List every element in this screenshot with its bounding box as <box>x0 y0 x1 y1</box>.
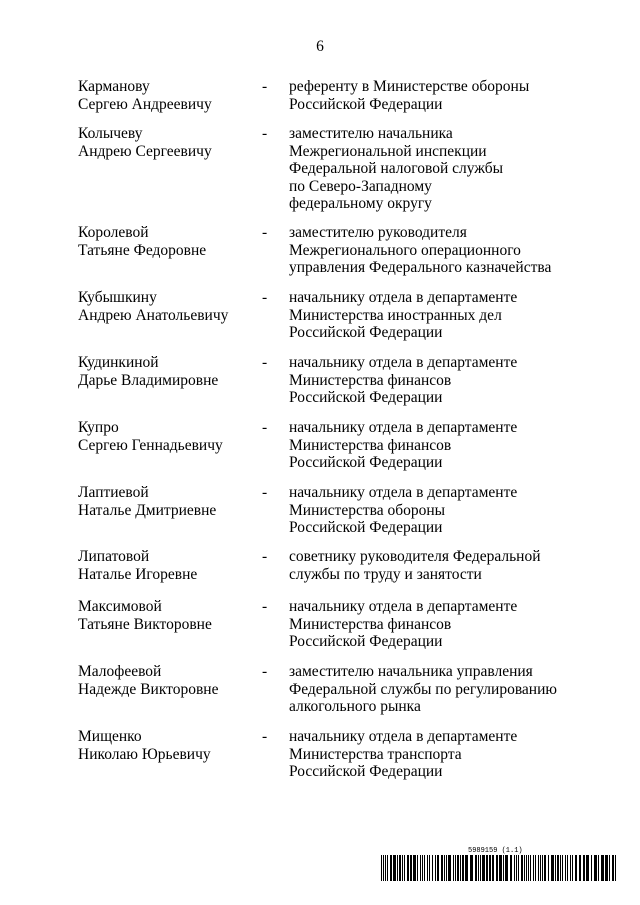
position-title <box>289 728 579 781</box>
barcode-bar <box>432 855 433 881</box>
position-line: Российской Федерации <box>289 454 443 471</box>
barcode-bar <box>496 855 498 881</box>
page-number: 6 <box>316 38 324 55</box>
barcode-bar <box>505 855 508 881</box>
given-names: Татьяне Викторовне <box>78 615 212 633</box>
barcode-bar <box>470 855 473 881</box>
position-line: Российской Федерации <box>289 519 443 536</box>
surname: Карманову <box>78 78 150 95</box>
barcode-bar <box>555 855 556 881</box>
given-names: Сергею Андреевичу <box>78 95 212 113</box>
position-line: референту в Министерстве обороны <box>289 78 530 95</box>
position-title <box>289 663 579 716</box>
person-name <box>78 728 258 763</box>
surname: Мищенко <box>78 728 142 745</box>
barcode-bar <box>427 855 428 881</box>
barcode-bar <box>540 855 541 881</box>
barcode-bar <box>390 855 392 881</box>
barcode-bar <box>562 855 563 881</box>
separator-dash: - <box>262 598 268 615</box>
barcode-bar <box>567 855 568 881</box>
barcode-bar <box>586 855 589 881</box>
position-title <box>289 78 579 113</box>
barcode-bar <box>605 855 608 881</box>
barcode-bar <box>482 855 485 881</box>
barcode-bar <box>453 855 454 881</box>
barcode-bar <box>615 855 616 881</box>
given-names: Николаю Юрьевичу <box>78 745 211 763</box>
position-line: Министерства финансов <box>289 371 452 389</box>
barcode-bar <box>417 855 418 881</box>
position-line: Российской Федерации <box>289 633 443 650</box>
position-line: по Северо-Западному <box>289 177 432 195</box>
separator-dash: - <box>262 548 268 565</box>
barcode-bar <box>424 855 425 881</box>
barcode-bar <box>429 855 430 881</box>
given-names: Сергею Геннадьевичу <box>78 436 223 454</box>
given-names: Татьяне Федоровне <box>78 241 207 259</box>
position-line: Федеральной службы по регулированию <box>289 680 557 698</box>
barcode-bar <box>448 855 451 881</box>
barcode-bar <box>544 855 546 881</box>
separator-dash: - <box>262 728 268 745</box>
barcode-bar <box>579 855 581 881</box>
barcode-bar <box>518 855 519 881</box>
barcode-bar <box>524 855 525 881</box>
person-name <box>78 224 258 259</box>
position-line: Министерства финансов <box>289 436 452 454</box>
barcode-bar <box>441 855 443 881</box>
separator-dash: - <box>262 125 268 142</box>
given-names: Андрею Сергеевичу <box>78 142 212 160</box>
barcode-bar <box>492 855 494 881</box>
barcode-bar <box>397 855 398 881</box>
position-title <box>289 289 579 342</box>
barcode-bar <box>420 855 421 881</box>
barcode-bar <box>385 855 386 881</box>
position-line: Федеральной налоговой службы <box>289 160 504 177</box>
barcode-bar <box>503 855 504 881</box>
barcode-bar <box>530 855 531 881</box>
position-line: начальнику отдела в департаменте <box>289 728 518 745</box>
position-line: заместителю начальника <box>289 125 453 142</box>
surname: Липатовой <box>78 548 150 565</box>
barcode-bar <box>465 855 468 881</box>
barcode-bar <box>594 855 597 881</box>
barcode-bar <box>422 855 423 881</box>
given-names: Андрею Анатольевичу <box>78 306 229 324</box>
barcode-bar <box>475 855 477 881</box>
barcode-bar <box>510 855 512 881</box>
barcode-icon <box>380 855 620 881</box>
position-line: Министерства обороны <box>289 501 446 519</box>
surname: Кудинкиной <box>78 354 159 371</box>
barcode-bar <box>521 855 523 881</box>
position-title <box>289 224 579 277</box>
separator-dash: - <box>262 484 268 501</box>
barcode-bar <box>572 855 573 881</box>
barcode-bar <box>446 855 447 881</box>
barcode-bar <box>444 855 445 881</box>
barcode-bar <box>478 855 479 881</box>
barcode-bar <box>601 855 604 881</box>
position-line: Российской Федерации <box>289 389 443 406</box>
person-name <box>78 354 258 389</box>
person-name <box>78 419 258 454</box>
barcode-bar <box>410 855 412 881</box>
separator-dash: - <box>262 419 268 436</box>
position-line: Российской Федерации <box>289 324 443 341</box>
position-line: службы по труду и занятости <box>289 565 482 583</box>
position-line: заместителю руководителя <box>289 224 467 241</box>
surname: Малофеевой <box>78 663 162 680</box>
position-line: начальнику отдела в департаменте <box>289 484 518 501</box>
person-name <box>78 548 258 583</box>
position-line: заместителю начальника управления <box>289 663 533 680</box>
given-names: Наталье Игоревне <box>78 565 198 583</box>
position-line: Министерства иностранных дел <box>289 306 502 324</box>
barcode-bar <box>526 855 527 881</box>
position-title <box>289 484 579 537</box>
position-line: начальнику отдела в департаменте <box>289 419 518 436</box>
position-line: Межрегиональной инспекции <box>289 142 487 160</box>
barcode-bar <box>480 855 481 881</box>
barcode-bar <box>489 855 491 881</box>
position-line: Российской Федерации <box>289 95 443 113</box>
position-line: Межрегионального операционного <box>289 241 521 259</box>
barcode-bar <box>381 855 382 881</box>
barcode-bar <box>551 855 554 881</box>
position-title <box>289 125 579 213</box>
barcode-label: 5989159 (1.1) <box>468 847 523 855</box>
barcode-bar <box>591 855 592 881</box>
position-title <box>289 354 579 407</box>
barcode-bar <box>462 855 464 881</box>
barcode-bar <box>457 855 459 881</box>
barcode-bar <box>538 855 539 881</box>
document-barcode <box>380 847 620 883</box>
surname: Королевой <box>78 224 149 241</box>
person-name <box>78 289 258 324</box>
barcode-bar <box>548 855 549 881</box>
position-line: начальнику отдела в департаменте <box>289 289 518 306</box>
position-line: начальнику отдела в департаменте <box>289 598 518 615</box>
position-line: алкогольного рынка <box>289 698 421 715</box>
given-names: Дарье Владимировне <box>78 371 219 389</box>
barcode-bar <box>542 855 543 881</box>
separator-dash: - <box>262 289 268 306</box>
barcode-bar <box>404 855 405 881</box>
given-names: Надежде Викторовне <box>78 680 219 698</box>
barcode-bar <box>557 855 559 881</box>
person-name <box>78 663 258 698</box>
position-line: Министерства финансов <box>289 615 452 633</box>
barcode-bar <box>528 855 529 881</box>
barcode-bar <box>455 855 456 881</box>
separator-dash: - <box>262 78 268 95</box>
person-name <box>78 484 258 519</box>
person-name <box>78 78 258 113</box>
surname: Колычеву <box>78 125 143 142</box>
barcode-bar <box>393 855 396 881</box>
person-name <box>78 598 258 633</box>
position-line: начальнику отдела в департаменте <box>289 354 518 371</box>
position-line: советнику руководителя Федеральной <box>289 548 541 565</box>
barcode-bar <box>533 855 534 881</box>
surname: Максимовой <box>78 598 162 615</box>
barcode-bar <box>609 855 610 881</box>
barcode-bar <box>407 855 409 881</box>
barcode-bar <box>387 855 388 881</box>
barcode-bar <box>560 855 561 881</box>
barcode-bar <box>565 855 566 881</box>
barcode-bar <box>499 855 502 881</box>
position-title <box>289 548 579 583</box>
person-name <box>78 125 258 160</box>
barcode-bar <box>570 855 571 881</box>
surname: Лаптиевой <box>78 484 149 501</box>
barcode-bar <box>383 855 384 881</box>
separator-dash: - <box>262 354 268 371</box>
barcode-bar <box>575 855 577 881</box>
barcode-bar <box>435 855 436 881</box>
position-title <box>289 598 579 651</box>
position-line: федеральному округу <box>289 195 432 212</box>
barcode-bar <box>535 855 536 881</box>
barcode-bar <box>514 855 515 881</box>
barcode-bar <box>516 855 517 881</box>
position-line: Министерства транспорта <box>289 745 462 763</box>
given-names: Наталье Дмитриевне <box>78 501 217 519</box>
barcode-bar <box>413 855 416 881</box>
separator-dash: - <box>262 663 268 680</box>
position-line: Российской Федерации <box>289 763 443 780</box>
surname: Кубышкину <box>78 289 157 306</box>
position-line: управления Федерального казначейства <box>289 259 552 276</box>
barcode-bar <box>486 855 488 881</box>
position-title <box>289 419 579 472</box>
barcode-bar <box>460 855 461 881</box>
barcode-bar <box>402 855 403 881</box>
barcode-bar <box>583 855 585 881</box>
barcode-bar <box>399 855 401 881</box>
barcode-bar <box>437 855 439 881</box>
surname: Купро <box>78 419 119 436</box>
separator-dash: - <box>262 224 268 241</box>
barcode-bar <box>612 855 614 881</box>
barcode-bar <box>598 855 599 881</box>
